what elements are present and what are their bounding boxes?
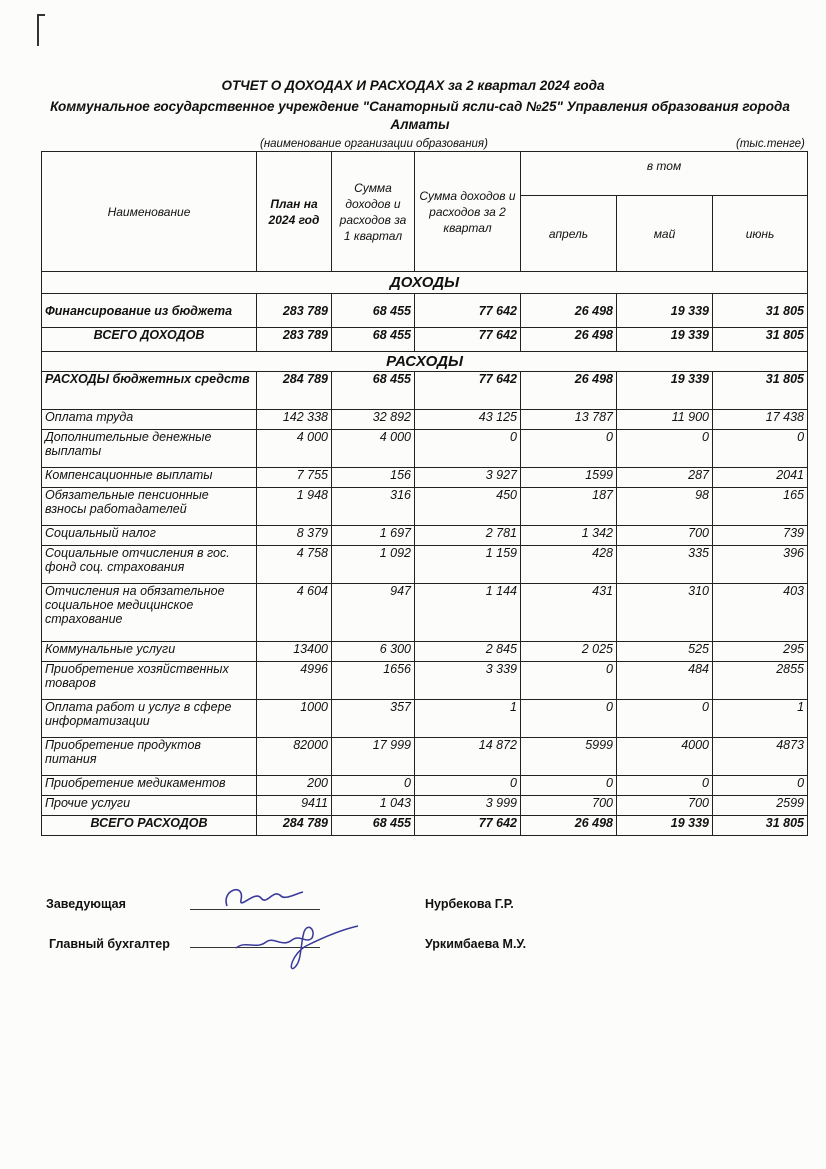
plan-2024: 142 338 xyxy=(257,410,332,430)
may-amount: 287 xyxy=(617,468,713,488)
accountant-role: Главный бухгалтер xyxy=(49,937,170,951)
row-name: Коммунальные услуги xyxy=(42,642,257,662)
q2-amount: 77 642 xyxy=(415,816,521,836)
june-amount: 31 805 xyxy=(713,294,808,328)
may-amount: 19 339 xyxy=(617,328,713,352)
expense-row xyxy=(42,410,808,430)
q2-amount: 0 xyxy=(415,776,521,796)
april-amount: 0 xyxy=(521,700,617,738)
expense-row xyxy=(42,776,808,796)
row-name: Оплата труда xyxy=(42,410,257,430)
april-amount: 2 025 xyxy=(521,642,617,662)
expense-row xyxy=(42,738,808,776)
accountant-name: Уркимбаева М.У. xyxy=(425,937,527,951)
plan-2024: 283 789 xyxy=(257,328,332,352)
row-name: ВСЕГО ДОХОДОВ xyxy=(42,328,257,352)
q2-amount: 2 845 xyxy=(415,642,521,662)
q2-amount: 14 872 xyxy=(415,738,521,776)
organization-name: Коммунальное государственное учреждение "Санаторный ясли-сад №25" Управления образования города Алматы xyxy=(50,99,790,132)
expense-row xyxy=(42,372,808,410)
q1-amount: 947 xyxy=(332,584,415,642)
june-amount: 4873 xyxy=(713,738,808,776)
q1-amount: 0 xyxy=(332,776,415,796)
head-name: Нурбекова Г.Р. xyxy=(425,897,514,911)
may-amount: 0 xyxy=(617,776,713,796)
june-amount: 295 xyxy=(713,642,808,662)
may-amount: 19 339 xyxy=(617,372,713,410)
q1-amount: 68 455 xyxy=(332,294,415,328)
row-name: ВСЕГО РАСХОДОВ xyxy=(42,816,257,836)
header-may: май xyxy=(617,196,713,272)
april-amount: 187 xyxy=(521,488,617,526)
april-amount: 431 xyxy=(521,584,617,642)
april-amount: 0 xyxy=(521,662,617,700)
may-amount: 700 xyxy=(617,526,713,546)
april-amount: 13 787 xyxy=(521,410,617,430)
row-name: Социальный налог xyxy=(42,526,257,546)
plan-2024: 9411 xyxy=(257,796,332,816)
may-amount: 19 339 xyxy=(617,294,713,328)
june-amount: 31 805 xyxy=(713,816,808,836)
plan-2024: 283 789 xyxy=(257,294,332,328)
may-amount: 484 xyxy=(617,662,713,700)
q1-amount: 156 xyxy=(332,468,415,488)
expense-total-row xyxy=(42,816,808,836)
plan-2024: 4996 xyxy=(257,662,332,700)
plan-2024: 8 379 xyxy=(257,526,332,546)
plan-2024: 82000 xyxy=(257,738,332,776)
income-row xyxy=(42,294,808,328)
june-amount: 0 xyxy=(713,430,808,468)
q1-amount: 1 092 xyxy=(332,546,415,584)
row-name: Оплата работ и услуг в сфере информатизации xyxy=(42,700,257,738)
june-amount: 403 xyxy=(713,584,808,642)
may-amount: 98 xyxy=(617,488,713,526)
june-amount: 31 805 xyxy=(713,328,808,352)
header-april: апрель xyxy=(521,196,617,272)
q2-amount: 3 999 xyxy=(415,796,521,816)
plan-2024: 4 000 xyxy=(257,430,332,468)
row-name: Приобретение продуктов питания xyxy=(42,738,257,776)
report-table xyxy=(41,151,808,836)
q1-amount: 68 455 xyxy=(332,372,415,410)
section-expense: РАСХОДЫ xyxy=(42,352,808,372)
may-amount: 0 xyxy=(617,430,713,468)
april-amount: 1 342 xyxy=(521,526,617,546)
april-amount: 0 xyxy=(521,430,617,468)
june-amount: 1 xyxy=(713,700,808,738)
plan-2024: 284 789 xyxy=(257,372,332,410)
expense-row xyxy=(42,546,808,584)
june-amount: 165 xyxy=(713,488,808,526)
q1-amount: 32 892 xyxy=(332,410,415,430)
header-breakdown: в том xyxy=(521,152,808,196)
june-amount: 2855 xyxy=(713,662,808,700)
june-amount: 2599 xyxy=(713,796,808,816)
header-q1: Сумма доходов и расходов за 1 квартал xyxy=(332,152,415,272)
expense-row xyxy=(42,488,808,526)
may-amount: 335 xyxy=(617,546,713,584)
q1-amount: 68 455 xyxy=(332,328,415,352)
q1-amount: 6 300 xyxy=(332,642,415,662)
expense-row xyxy=(42,526,808,546)
june-amount: 17 438 xyxy=(713,410,808,430)
expense-row xyxy=(42,468,808,488)
april-amount: 26 498 xyxy=(521,372,617,410)
expense-row xyxy=(42,430,808,468)
q2-amount: 77 642 xyxy=(415,294,521,328)
header-plan: План на 2024 год xyxy=(257,152,332,272)
scan-corner-mark xyxy=(37,14,45,46)
expense-row xyxy=(42,642,808,662)
row-name: Приобретение медикаментов xyxy=(42,776,257,796)
row-name: Приобретение хозяйственных товаров xyxy=(42,662,257,700)
june-amount: 31 805 xyxy=(713,372,808,410)
expense-row xyxy=(42,700,808,738)
may-amount: 11 900 xyxy=(617,410,713,430)
q2-amount: 450 xyxy=(415,488,521,526)
plan-2024: 4 758 xyxy=(257,546,332,584)
section-income: ДОХОДЫ xyxy=(42,272,808,294)
may-amount: 525 xyxy=(617,642,713,662)
expense-row xyxy=(42,796,808,816)
april-amount: 700 xyxy=(521,796,617,816)
plan-2024: 4 604 xyxy=(257,584,332,642)
may-amount: 310 xyxy=(617,584,713,642)
plan-2024: 7 755 xyxy=(257,468,332,488)
q2-amount: 77 642 xyxy=(415,372,521,410)
plan-2024: 1 948 xyxy=(257,488,332,526)
q1-amount: 1 697 xyxy=(332,526,415,546)
expense-row xyxy=(42,584,808,642)
income-total-row xyxy=(42,328,808,352)
row-name: Обязательные пенсионные взносы работадателей xyxy=(42,488,257,526)
q1-amount: 316 xyxy=(332,488,415,526)
june-amount: 0 xyxy=(713,776,808,796)
header-name: Наименование xyxy=(42,152,257,272)
plan-2024: 284 789 xyxy=(257,816,332,836)
april-amount: 26 498 xyxy=(521,816,617,836)
row-name: Социальные отчисления в гос. фонд соц. страхования xyxy=(42,546,257,584)
accountant-signature xyxy=(232,910,362,974)
q1-amount: 4 000 xyxy=(332,430,415,468)
header-june: июнь xyxy=(713,196,808,272)
april-amount: 5999 xyxy=(521,738,617,776)
row-name: РАСХОДЫ бюджетных средств xyxy=(42,372,257,410)
plan-2024: 200 xyxy=(257,776,332,796)
april-amount: 0 xyxy=(521,776,617,796)
april-amount: 428 xyxy=(521,546,617,584)
unit-label: (тыс.тенге) xyxy=(736,138,805,150)
row-name: Прочие услуги xyxy=(42,796,257,816)
april-amount: 26 498 xyxy=(521,328,617,352)
header-q2: Сумма доходов и расходов за 2 квартал xyxy=(415,152,521,272)
june-amount: 396 xyxy=(713,546,808,584)
april-amount: 26 498 xyxy=(521,294,617,328)
organization-caption: (наименование организации образования) xyxy=(260,138,488,150)
q2-amount: 43 125 xyxy=(415,410,521,430)
june-amount: 2041 xyxy=(713,468,808,488)
q2-amount: 77 642 xyxy=(415,328,521,352)
q1-amount: 68 455 xyxy=(332,816,415,836)
q2-amount: 3 339 xyxy=(415,662,521,700)
expense-row xyxy=(42,662,808,700)
q1-amount: 357 xyxy=(332,700,415,738)
q1-amount: 17 999 xyxy=(332,738,415,776)
april-amount: 1599 xyxy=(521,468,617,488)
may-amount: 19 339 xyxy=(617,816,713,836)
may-amount: 4000 xyxy=(617,738,713,776)
q2-amount: 1 159 xyxy=(415,546,521,584)
head-signature xyxy=(215,880,305,914)
row-name: Отчисления на обязательное социальное медицинское страхование xyxy=(42,584,257,642)
q1-amount: 1 043 xyxy=(332,796,415,816)
q1-amount: 1656 xyxy=(332,662,415,700)
q2-amount: 2 781 xyxy=(415,526,521,546)
row-name: Финансирование из бюджета xyxy=(42,294,257,328)
plan-2024: 1000 xyxy=(257,700,332,738)
q2-amount: 1 144 xyxy=(415,584,521,642)
may-amount: 700 xyxy=(617,796,713,816)
q2-amount: 1 xyxy=(415,700,521,738)
june-amount: 739 xyxy=(713,526,808,546)
head-role: Заведующая xyxy=(46,897,126,911)
q2-amount: 0 xyxy=(415,430,521,468)
may-amount: 0 xyxy=(617,700,713,738)
row-name: Дополнительные денежные выплаты xyxy=(42,430,257,468)
q2-amount: 3 927 xyxy=(415,468,521,488)
plan-2024: 13400 xyxy=(257,642,332,662)
row-name: Компенсационные выплаты xyxy=(42,468,257,488)
report-title: ОТЧЕТ О ДОХОДАХ И РАСХОДАХ за 2 квартал 2024 года xyxy=(221,78,605,93)
